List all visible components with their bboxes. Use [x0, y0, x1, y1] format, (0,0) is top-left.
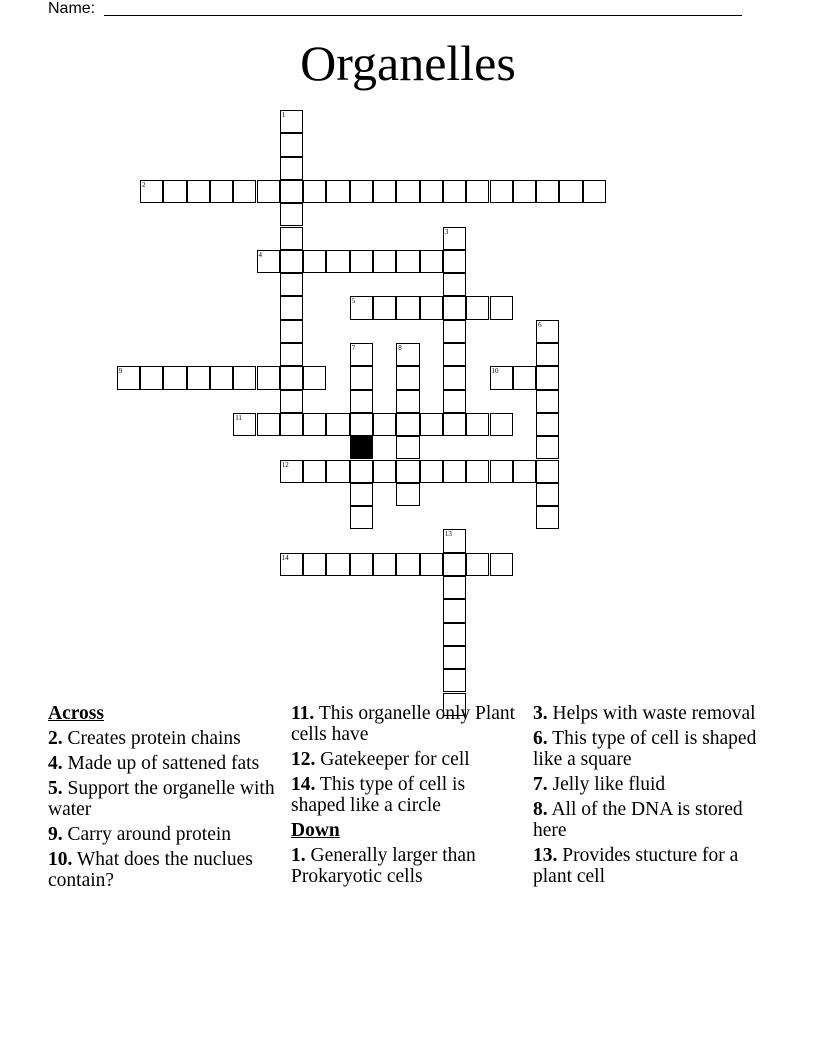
grid-cell[interactable]	[350, 413, 373, 436]
grid-cell[interactable]	[420, 553, 443, 576]
down-heading: Down	[291, 820, 340, 841]
cell-number: 2	[142, 180, 146, 189]
grid-cell[interactable]	[373, 296, 396, 319]
clue-text: This type of cell is shaped like a circle	[291, 774, 466, 816]
grid-cell[interactable]	[163, 180, 186, 203]
grid-cell[interactable]	[513, 460, 536, 483]
clue-text: Provides stucture for a plant cell	[533, 845, 739, 887]
grid-cell[interactable]	[466, 553, 489, 576]
clue-number: 12.	[291, 749, 316, 770]
grid-cell[interactable]	[536, 366, 559, 389]
across-heading: Across	[48, 703, 104, 724]
clue-down-3	[533, 703, 765, 724]
clue-across-11	[291, 703, 523, 745]
grid-cell[interactable]	[280, 203, 303, 226]
clues-column-1	[48, 703, 280, 895]
grid-cell[interactable]	[536, 460, 559, 483]
clue-number: 11.	[291, 703, 315, 724]
grid-cell[interactable]	[326, 413, 349, 436]
cell-number: 10	[491, 367, 499, 376]
grid-cell[interactable]	[466, 180, 489, 203]
grid-cell[interactable]	[257, 180, 280, 203]
grid-cell[interactable]	[559, 180, 582, 203]
grid-cell[interactable]	[396, 366, 419, 389]
clue-number: 3.	[533, 703, 548, 724]
grid-cell[interactable]	[163, 366, 186, 389]
clue-across-2	[48, 728, 280, 749]
grid-cell[interactable]	[280, 250, 303, 273]
grid-cell[interactable]	[396, 436, 419, 459]
grid-cell[interactable]	[373, 180, 396, 203]
clue-number: 13.	[533, 845, 558, 866]
grid-cell[interactable]	[443, 296, 466, 319]
cell-number: 8	[398, 344, 402, 352]
grid-cell[interactable]	[443, 390, 466, 413]
clues-column-2	[291, 703, 523, 891]
grid-cell[interactable]	[187, 180, 210, 203]
clue-text: All of the DNA is stored here	[533, 799, 743, 841]
clue-text: Made up of sattened fats	[67, 753, 260, 774]
grid-cell[interactable]	[536, 436, 559, 459]
grid-cell[interactable]	[466, 296, 489, 319]
grid-cell[interactable]	[443, 553, 466, 576]
cell-number: 13	[444, 530, 452, 539]
cell-number: 4	[258, 250, 262, 259]
grid-cell[interactable]	[583, 180, 606, 203]
grid-cell[interactable]	[350, 390, 373, 413]
grid-cell[interactable]	[443, 460, 466, 483]
grid-cell[interactable]	[536, 413, 559, 436]
grid-cell[interactable]	[257, 366, 280, 389]
grid-cell[interactable]	[396, 413, 419, 436]
grid-cell[interactable]	[280, 320, 303, 343]
grid-cell[interactable]	[536, 180, 559, 203]
clue-text: This type of cell is shaped like a square	[533, 728, 757, 770]
cell-number: 1	[281, 111, 286, 119]
grid-cell[interactable]	[280, 413, 303, 436]
grid-cell[interactable]	[443, 669, 466, 692]
grid-cell[interactable]	[513, 180, 536, 203]
clue-across-4	[48, 753, 280, 774]
grid-cell[interactable]	[326, 553, 349, 576]
grid-cell[interactable]	[396, 390, 419, 413]
grid-cell[interactable]	[443, 250, 466, 273]
grid-cell[interactable]	[280, 343, 303, 366]
grid-cell[interactable]	[443, 343, 466, 366]
clues-column-3	[533, 703, 765, 891]
clue-text: This organelle only Plant cells have	[291, 703, 516, 745]
grid-cell[interactable]	[303, 366, 326, 389]
clue-across-10	[48, 849, 280, 891]
grid-cell[interactable]	[420, 296, 443, 319]
name-label: Name:	[48, 0, 96, 17]
clue-number: 14.	[291, 774, 316, 795]
grid-cell[interactable]	[303, 180, 326, 203]
grid-cell[interactable]	[490, 296, 513, 319]
grid-cell[interactable]	[373, 460, 396, 483]
grid-cell[interactable]	[490, 460, 513, 483]
grid-cell[interactable]	[443, 623, 466, 646]
grid-cell[interactable]	[396, 483, 419, 506]
grid-cell[interactable]	[396, 296, 419, 319]
grid-cell[interactable]	[350, 250, 373, 273]
grid-cell[interactable]	[443, 273, 466, 296]
grid-cell[interactable]	[536, 506, 559, 529]
clue-number: 4.	[48, 753, 63, 774]
grid-cell[interactable]	[280, 366, 303, 389]
grid-cell[interactable]	[350, 180, 373, 203]
grid-cell[interactable]	[513, 366, 536, 389]
grid-cell[interactable]	[373, 250, 396, 273]
grid-cell[interactable]	[350, 483, 373, 506]
clue-number: 7.	[533, 774, 548, 795]
grid-cell[interactable]	[443, 576, 466, 599]
clue-text: Gatekeeper for cell	[320, 749, 470, 770]
grid-cell[interactable]	[396, 460, 419, 483]
grid-cell[interactable]	[466, 460, 489, 483]
grid-cell[interactable]	[303, 250, 326, 273]
grid-cell[interactable]	[490, 180, 513, 203]
grid-cell[interactable]	[280, 227, 303, 250]
grid-cell[interactable]	[280, 157, 303, 180]
cell-number: 11	[235, 413, 242, 422]
grid-cell[interactable]	[536, 390, 559, 413]
cell-number: 5	[351, 297, 356, 306]
grid-cell[interactable]	[420, 460, 443, 483]
grid-cell[interactable]	[350, 553, 373, 576]
clue-text: Carry around protein	[67, 824, 232, 845]
grid-cell[interactable]	[443, 180, 466, 203]
grid-cell[interactable]	[536, 343, 559, 366]
grid-cell[interactable]	[280, 390, 303, 413]
cell-number: 3	[444, 227, 449, 236]
black-cell	[350, 436, 373, 459]
grid-cell[interactable]	[350, 366, 373, 389]
grid-cell[interactable]	[350, 506, 373, 529]
grid-cell[interactable]	[257, 413, 280, 436]
cell-number: 12	[281, 460, 289, 469]
grid-cell[interactable]	[420, 250, 443, 273]
grid-cell[interactable]	[280, 180, 303, 203]
cell-number: 9	[118, 367, 123, 376]
clue-across-5	[48, 778, 280, 820]
clue-text: Support the organelle with water	[48, 778, 275, 820]
grid-cell[interactable]	[373, 553, 396, 576]
grid-cell[interactable]	[280, 296, 303, 319]
grid-cell[interactable]	[443, 366, 466, 389]
clue-across-12	[291, 749, 523, 770]
clue-down-1	[291, 845, 523, 887]
grid-cell[interactable]	[443, 599, 466, 622]
grid-cell[interactable]	[280, 273, 303, 296]
grid-cell[interactable]	[233, 180, 256, 203]
clue-number: 6.	[533, 728, 548, 749]
grid-cell[interactable]	[233, 366, 256, 389]
grid-cell[interactable]	[303, 460, 326, 483]
clue-text: Generally larger than Prokaryotic cells	[291, 845, 476, 887]
clue-down-8	[533, 799, 765, 841]
grid-cell[interactable]	[420, 413, 443, 436]
clue-down-6	[533, 728, 765, 770]
grid-cell[interactable]	[326, 250, 349, 273]
grid-cell[interactable]	[140, 366, 163, 389]
clue-number: 1.	[291, 845, 306, 866]
grid-cell[interactable]	[443, 320, 466, 343]
grid-cell[interactable]	[420, 180, 443, 203]
clue-number: 2.	[48, 728, 63, 749]
clue-number: 10.	[48, 849, 73, 870]
grid-cell[interactable]	[490, 413, 513, 436]
cell-number: 14	[281, 553, 289, 562]
clue-across-14	[291, 774, 523, 816]
clue-text: Helps with waste removal	[552, 703, 756, 724]
grid-cell[interactable]	[303, 553, 326, 576]
cell-number: 7	[351, 344, 356, 352]
clue-text: Creates protein chains	[67, 728, 241, 749]
clue-down-13	[533, 845, 765, 887]
cell-number: 6	[538, 320, 542, 329]
grid-cell[interactable]	[326, 180, 349, 203]
grid-cell[interactable]	[490, 553, 513, 576]
grid-cell[interactable]	[536, 483, 559, 506]
clue-number: 9.	[48, 824, 63, 845]
clue-text: What does the nuclues contain?	[48, 849, 253, 891]
clue-text: Jelly like fluid	[552, 774, 666, 795]
grid-cell[interactable]	[210, 180, 233, 203]
grid-cell[interactable]	[350, 460, 373, 483]
grid-cell[interactable]	[396, 250, 419, 273]
grid-cell[interactable]	[373, 413, 396, 436]
clue-down-7	[533, 774, 765, 795]
grid-cell[interactable]	[443, 646, 466, 669]
grid-cell[interactable]	[187, 366, 210, 389]
grid-cell[interactable]	[443, 413, 466, 436]
grid-cell[interactable]	[210, 366, 233, 389]
page-title: Organelles	[300, 35, 516, 91]
grid-cell[interactable]	[396, 180, 419, 203]
clue-number: 8.	[533, 799, 548, 820]
grid-cell[interactable]	[326, 460, 349, 483]
grid-cell[interactable]	[466, 413, 489, 436]
clue-number: 5.	[48, 778, 63, 799]
grid-cell[interactable]	[303, 413, 326, 436]
clue-across-9	[48, 824, 280, 845]
grid-cell[interactable]	[396, 553, 419, 576]
grid-cell[interactable]	[280, 133, 303, 156]
